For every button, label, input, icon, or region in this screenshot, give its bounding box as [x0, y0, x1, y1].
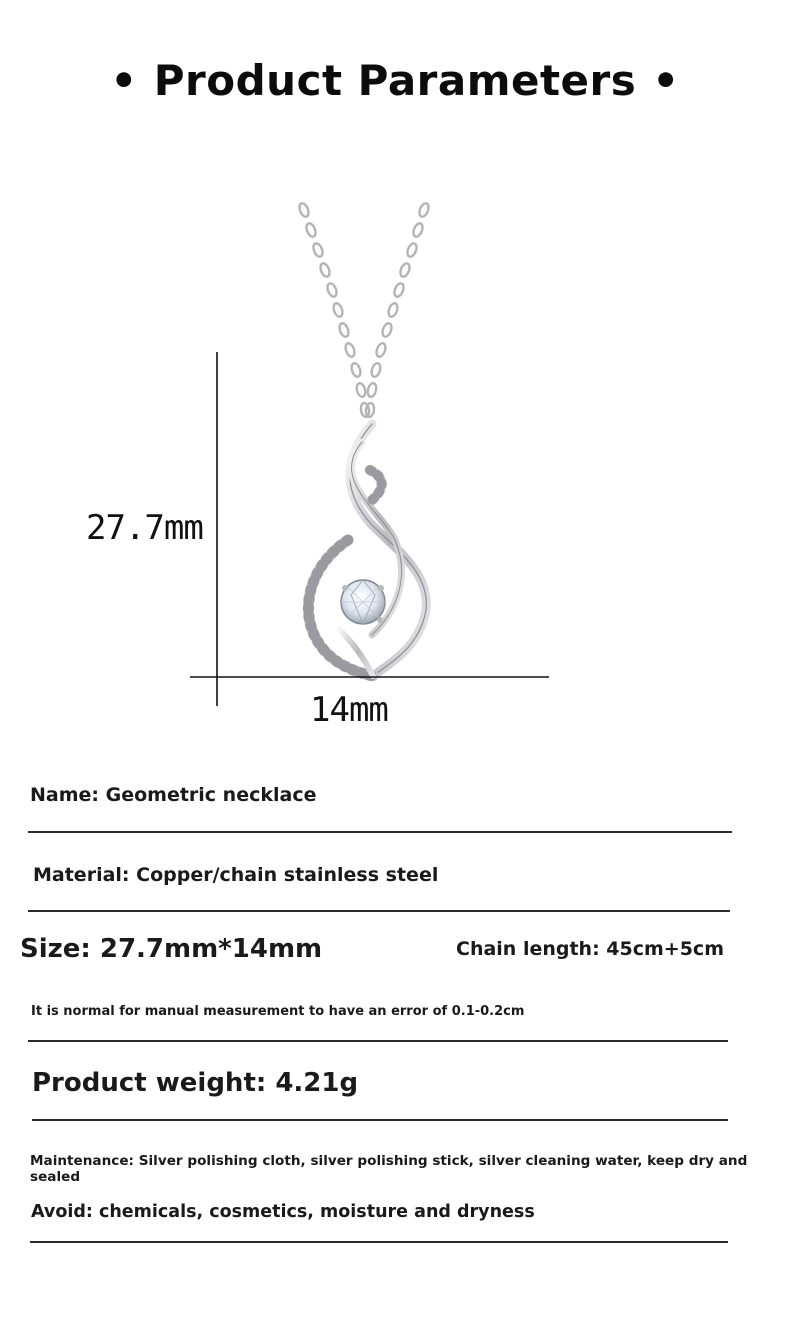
page-title: [0, 56, 790, 105]
divider: [28, 831, 732, 833]
chain-right: [365, 202, 430, 417]
title-bullet-left: •: [110, 56, 138, 105]
chain-left: [298, 202, 370, 418]
height-label: 27.7mm: [86, 508, 203, 548]
param-name: Name: Geometric necklace: [30, 784, 317, 806]
width-label: 14mm: [310, 690, 388, 730]
title-bullet-right: •: [652, 56, 680, 105]
divider: [32, 1119, 728, 1121]
measurement-note: It is normal for manual measurement to have an error of 0.1-0.2cm: [31, 1004, 525, 1019]
param-avoid: Avoid: chemicals, cosmetics, moisture and dryness: [31, 1202, 535, 1222]
divider: [28, 910, 730, 912]
necklace-illustration: [0, 180, 790, 740]
gemstone: [341, 580, 385, 624]
divider: [28, 1040, 728, 1042]
product-figure: [0, 180, 790, 740]
param-maintenance: Maintenance: Silver polishing cloth, silver polishing stick, silver cleaning water, keep dry and sealed: [30, 1153, 748, 1185]
param-size: Size: 27.7mm*14mm: [20, 934, 323, 964]
pendant: [308, 424, 426, 676]
divider: [30, 1241, 728, 1243]
param-chain-length: Chain length: 45cm+5cm: [456, 938, 724, 960]
param-material: Material: Copper/chain stainless steel: [33, 864, 439, 886]
title-text: Product Parameters: [153, 56, 637, 105]
param-weight: Product weight: 4.21g: [32, 1068, 359, 1098]
